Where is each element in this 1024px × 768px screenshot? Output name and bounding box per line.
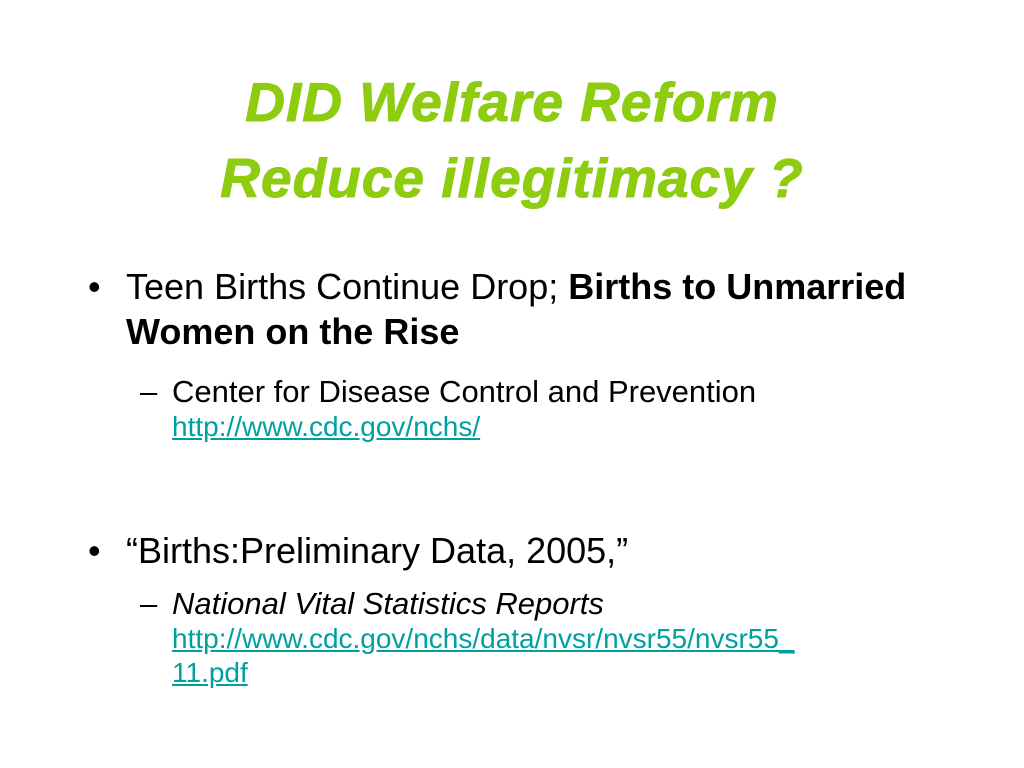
nvsr-report-link[interactable] xyxy=(172,622,960,690)
sub-bullet-text xyxy=(172,374,960,444)
sub-bullet-marker: – xyxy=(140,586,158,621)
bullet-marker: • xyxy=(88,530,101,571)
sub-bullet-source: Center for Disease Control and Prevention xyxy=(172,374,757,409)
bullet-births-preliminary xyxy=(88,528,948,573)
bullet-marker: • xyxy=(88,266,101,307)
nvsr-link-line-2: 11.pdf xyxy=(172,657,248,688)
sub-bullet-text xyxy=(172,586,960,690)
bullet-text xyxy=(126,264,948,354)
bullet-teen-births xyxy=(88,264,948,354)
slide-title xyxy=(0,64,1024,216)
bullet-text-bold: Births to Unmarried Women on the Rise xyxy=(126,266,907,352)
sub-bullet-cdc xyxy=(140,374,960,444)
slide-title-line-2: Reduce illegitimacy ? xyxy=(220,147,804,209)
nvsr-link-line-1: http://www.cdc.gov/nchs/data/nvsr/nvsr55/nvsr55_ xyxy=(172,623,795,654)
slide-title-line-1: DID Welfare Reform xyxy=(245,71,779,133)
cdc-nchs-link[interactable]: http://www.cdc.gov/nchs/ xyxy=(172,411,481,442)
bullet-text-plain: Teen Births Continue Drop; xyxy=(126,266,569,307)
bullet-text: “Births:Preliminary Data, 2005,” xyxy=(126,530,629,571)
sub-bullet-source: National Vital Statistics Reports xyxy=(172,586,604,621)
sub-bullet-marker: – xyxy=(140,374,158,409)
sub-bullet-nvsr xyxy=(140,586,960,690)
